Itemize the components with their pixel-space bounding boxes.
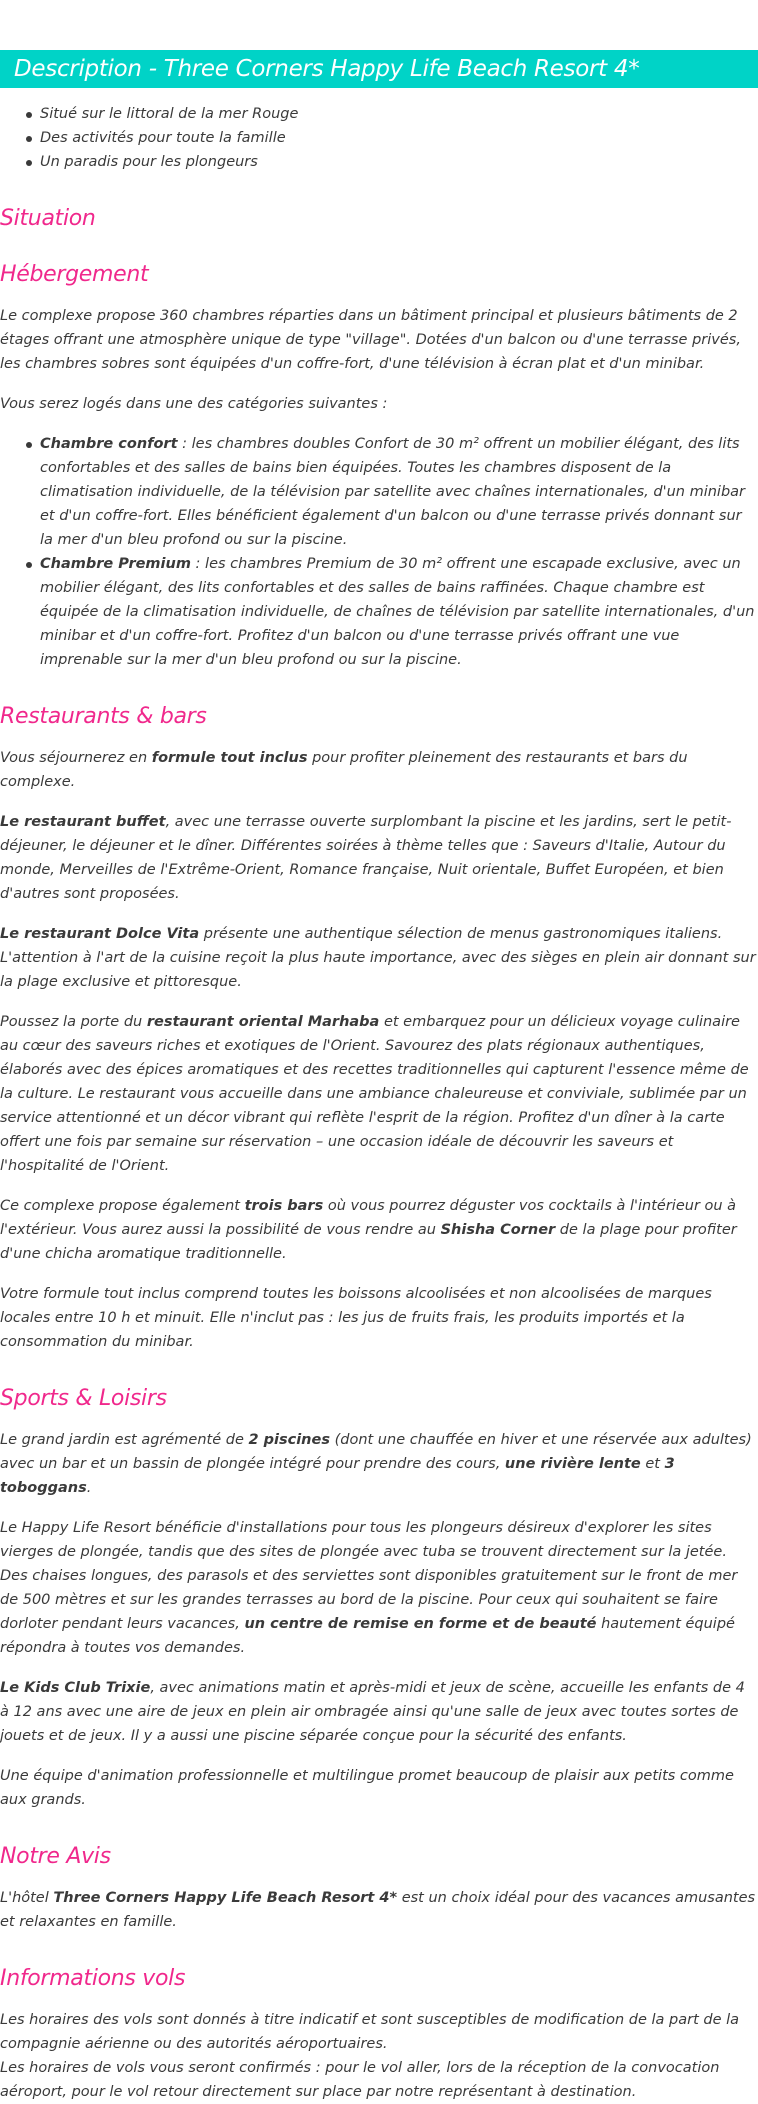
hebergement-intro: Le complexe propose 360 chambres réparties dans un bâtiment principal et plusieurs bâtiments de 2 étages offrant une atmosphère unique de type "village". Dotées d'un balcon ou d'une terrasse privés, les chambres sobres sont équipées d'un coffre-fort, d'une télévision à écran plat et d'un minibar. xyxy=(0,308,741,372)
section-heading-sports: Sports & Loisirs xyxy=(0,1386,167,1411)
section-heading-hebergement: Hébergement xyxy=(0,262,149,287)
sports-paragraph: Le Happy Life Resort bénéficie d'installations pour tous les plongeurs désireux d'explorer les sites vierges de plongée, tandis que des sites de plongée avec tuba se trouvent directement sur la jetée. Des chaises longues, des parasols et des serviettes sont disponibles gratuitement sur le front de mer de 500 mètres et sur les grandes terrasses au bord de la piscine. Pour ceux qui souhaitent se faire dorloter pendant leurs vacances, un centre de remise en forme et de beauté hautement équipé répondra à toutes vos demandes. xyxy=(0,1520,738,1656)
room-category-name: Chambre Premium xyxy=(40,556,191,572)
list-item: Un paradis pour les plongeurs xyxy=(40,150,758,174)
room-category-item xyxy=(40,432,758,552)
sports-paragraph: Le Kids Club Trixie, avec animations matin et après-midi et jeux de scène, accueille les enfants de 4 à 12 ans avec une aire de jeux en plein air ombragée ainsi qu'une salle de jeux avec toutes sortes de jouets et de jeux. Il y a aussi une piscine séparée conçue pour la sécurité des enfants. xyxy=(0,1680,745,1744)
room-categories-list xyxy=(0,432,758,672)
room-category-item xyxy=(40,552,758,672)
restaurants-paragraph: Le restaurant Dolce Vita présente une authentique sélection de menus gastronomiques italiens. L'attention à l'art de la cuisine reçoit la plus haute importance, avec des sièges en plein air donnant sur la plage exclusive et pittoresque. xyxy=(0,926,756,990)
sports-paragraph: Le grand jardin est agrémenté de 2 piscines (dont une chauffée en hiver et une réservée aux adultes) avec un bar et un bassin de plongée intégré pour prendre des cours, une rivière lente et 3 toboggans. xyxy=(0,1432,752,1496)
restaurants-paragraph: Poussez la porte du restaurant oriental Marhaba et embarquez pour un délicieux voyage culinaire au cœur des saveurs riches et exotiques de l'Orient. Savourez des plats régionaux authentiques, élaborés avec des épices aromatiques et des recettes traditionnelles qui capturent l'essence même de la culture. Le restaurant vous accueille dans une ambiance chaleureuse et conviviale, sublimée par un service attentionné et un décor vibrant qui reflète l'esprit de la région. Profitez d'un dîner à la carte offert une fois par semaine sur réservation – une occasion idéale de découvrir les saveurs et l'hospitalité de l'Orient. xyxy=(0,1014,749,1174)
section-heading-avis: Notre Avis xyxy=(0,1844,111,1869)
room-category-text: : les chambres doubles Confort de 30 m² offrent un mobilier élégant, des lits confortables et des salles de bains bien équipées. Toutes les chambres disposent de la climatisation individuelle, de la télévision par satellite avec chaînes internationales, d'un minibar et d'un coffre-fort. Elles bénéficient également d'un balcon ou d'une terrasse privés donnant sur la mer d'un bleu profond ou sur la piscine. xyxy=(40,436,745,548)
restaurants-paragraph: Le restaurant buffet, avec une terrasse ouverte surplombant la piscine et les jardins, sert le petit-déjeuner, le déjeuner et le dîner. Différentes soirées à thème telles que : Saveurs d'Italie, Autour du monde, Merveilles de l'Extrême-Orient, Romance française, Nuit orientale, Buffet Européen, et bien d'autres sont proposées. xyxy=(0,814,732,902)
list-item: Situé sur le littoral de la mer Rouge xyxy=(40,102,758,126)
title-bar xyxy=(0,50,758,88)
avis-paragraph: L'hôtel Three Corners Happy Life Beach Resort 4* est un choix idéal pour des vacances amusantes et relaxantes en famille. xyxy=(0,1890,756,1930)
vols-paragraph: Les horaires des vols sont donnés à titre indicatif et sont susceptibles de modification de la part de la compagnie aérienne ou des autorités aéroportuaires. Les horaires de vols vous seront confirmés : pour le vol aller, lors de la réception de la convocation aéroport, pour le vol retour directement sur place par notre représentant à destination. xyxy=(0,2012,740,2100)
hebergement-categories-intro: Vous serez logés dans une des catégories suivantes : xyxy=(0,396,388,412)
restaurants-paragraph: Vous séjournerez en formule tout inclus pour profiter pleinement des restaurants et bars du complexe. xyxy=(0,750,688,790)
sports-paragraph: Une équipe d'animation professionnelle et multilingue promet beaucoup de plaisir aux petits comme aux grands. xyxy=(0,1768,734,1808)
section-heading-restaurants: Restaurants & bars xyxy=(0,704,207,729)
section-heading-situation: Situation xyxy=(0,206,96,231)
section-heading-vols: Informations vols xyxy=(0,1966,186,1991)
highlights-list xyxy=(0,102,758,174)
page-title: Description - Three Corners Happy Life Beach Resort 4* xyxy=(14,56,640,82)
room-category-name: Chambre confort xyxy=(40,436,178,452)
restaurants-paragraph: Ce complexe propose également trois bars où vous pourrez déguster vos cocktails à l'intérieur ou à l'extérieur. Vous aurez aussi la possibilité de vous rendre au Shisha Corner de la plage pour profiter d'une chicha aromatique traditionnelle. xyxy=(0,1198,737,1262)
list-item: Des activités pour toute la famille xyxy=(40,126,758,150)
restaurants-paragraph: Votre formule tout inclus comprend toutes les boissons alcoolisées et non alcoolisées de marques locales entre 10 h et minuit. Elle n'inclut pas : les jus de fruits frais, les produits importés et la consommation du minibar. xyxy=(0,1286,712,1350)
room-category-text: : les chambres Premium de 30 m² offrent une escapade exclusive, avec un mobilier élégant, des lits confortables et des salles de bains raffinées. Chaque chambre est équipée de la climatisation individuelle, de chaînes de télévision par satellite internationales, d'un minibar et d'un coffre-fort. Profitez d'un balcon ou d'une terrasse privés offrant une vue imprenable sur la mer d'un bleu profond ou sur la piscine. xyxy=(40,556,755,668)
